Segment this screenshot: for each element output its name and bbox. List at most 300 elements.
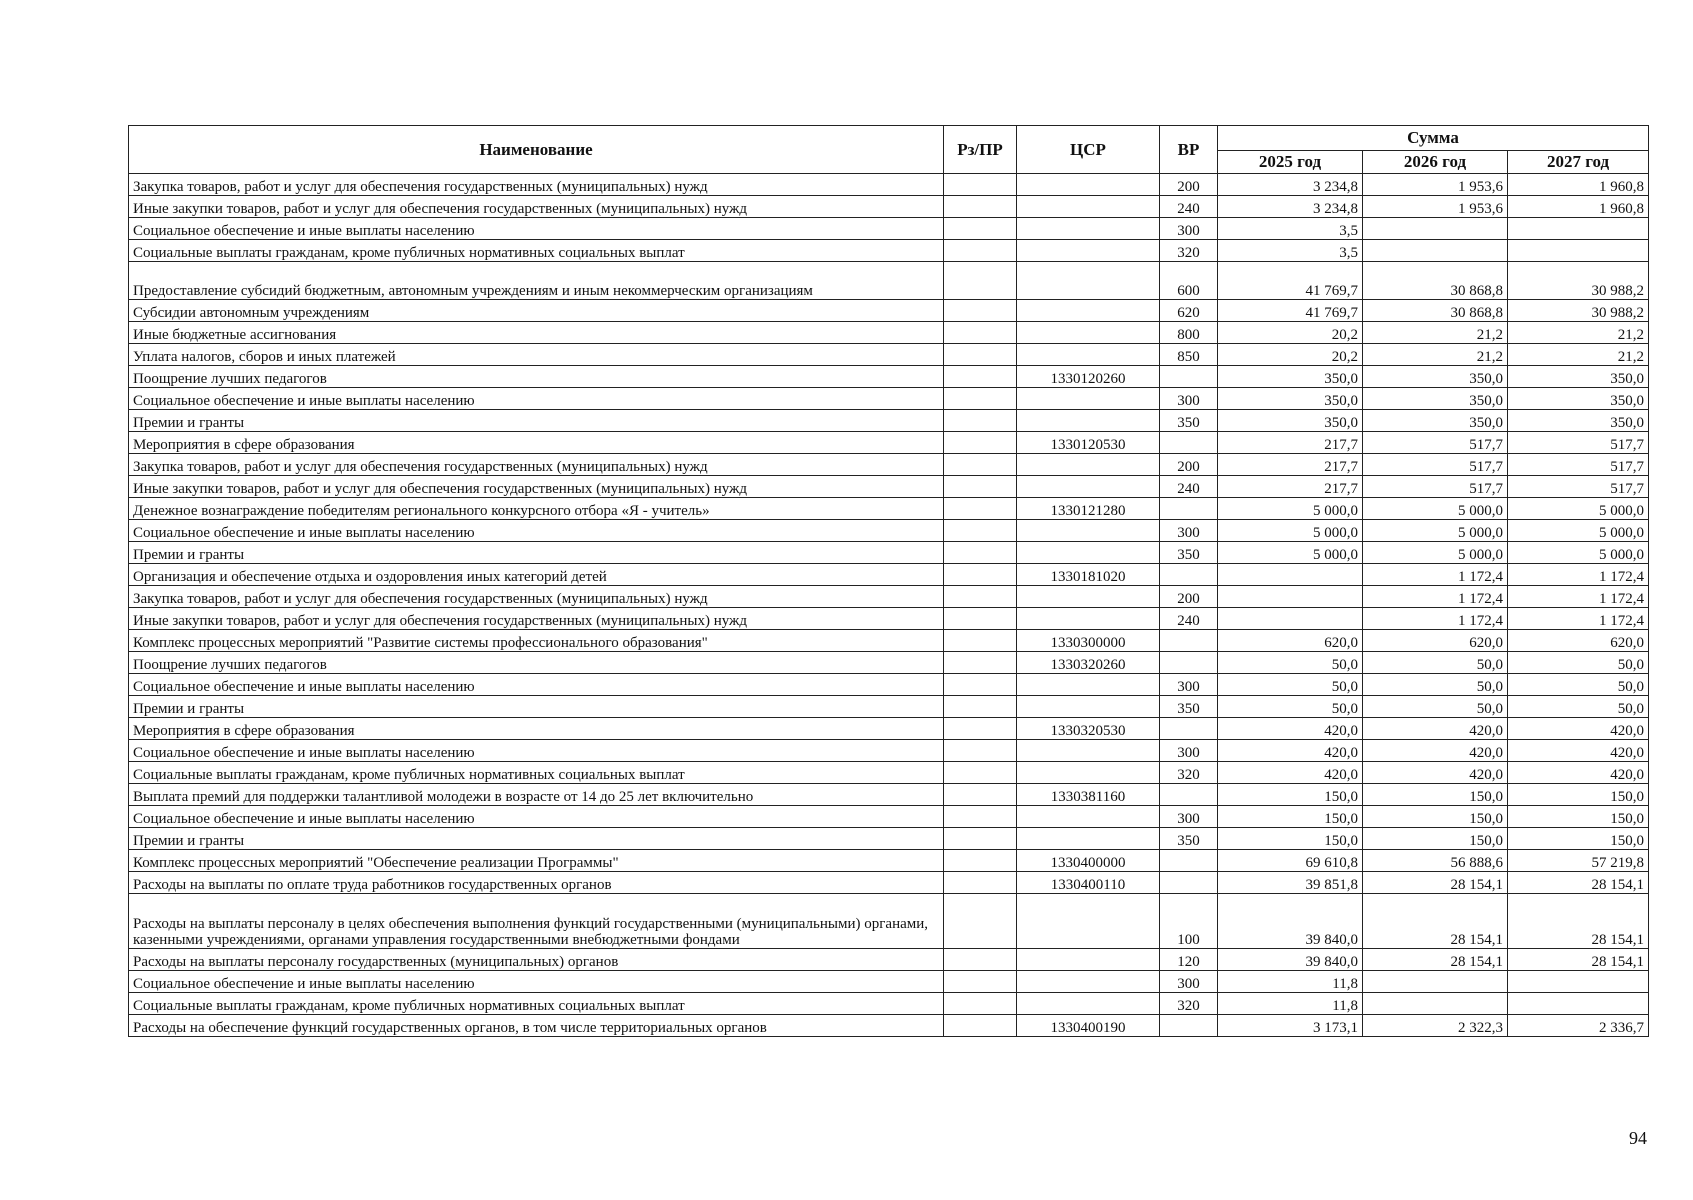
cell-rzpr (944, 454, 1017, 476)
cell-rzpr (944, 894, 1017, 949)
header-rzpr: Рз/ПР (944, 126, 1017, 174)
cell-csr (1017, 344, 1160, 366)
cell-vr (1160, 718, 1218, 740)
cell-vr: 240 (1160, 196, 1218, 218)
cell-2027: 5 000,0 (1508, 498, 1649, 520)
cell-2027: 1 172,4 (1508, 608, 1649, 630)
cell-vr (1160, 652, 1218, 674)
cell-2026: 420,0 (1363, 762, 1508, 784)
header-sum: Сумма (1218, 126, 1649, 151)
cell-rzpr (944, 476, 1017, 498)
cell-2027: 50,0 (1508, 652, 1649, 674)
cell-2027: 30 988,2 (1508, 300, 1649, 322)
cell-name: Субсидии автономным учреждениям (129, 300, 944, 322)
cell-2025: 50,0 (1218, 696, 1363, 718)
cell-csr (1017, 476, 1160, 498)
cell-2027: 30 988,2 (1508, 262, 1649, 300)
cell-2025: 150,0 (1218, 784, 1363, 806)
table-row (129, 652, 1649, 674)
cell-2025: 3 234,8 (1218, 174, 1363, 196)
table-row (129, 262, 1649, 300)
cell-2027: 150,0 (1508, 784, 1649, 806)
table-row (129, 366, 1649, 388)
cell-2027: 5 000,0 (1508, 542, 1649, 564)
cell-2026: 350,0 (1363, 410, 1508, 432)
cell-2025: 350,0 (1218, 410, 1363, 432)
cell-2026: 50,0 (1363, 652, 1508, 674)
header-vr: ВР (1160, 126, 1218, 174)
cell-name: Мероприятия в сфере образования (129, 718, 944, 740)
table-row (129, 520, 1649, 542)
cell-csr: 1330400000 (1017, 850, 1160, 872)
cell-2026: 420,0 (1363, 740, 1508, 762)
cell-rzpr (944, 196, 1017, 218)
cell-2026 (1363, 971, 1508, 993)
cell-2027: 28 154,1 (1508, 949, 1649, 971)
cell-rzpr (944, 218, 1017, 240)
cell-csr (1017, 993, 1160, 1015)
cell-rzpr (944, 652, 1017, 674)
cell-2026: 1 953,6 (1363, 174, 1508, 196)
cell-csr (1017, 218, 1160, 240)
cell-name: Премии и гранты (129, 828, 944, 850)
cell-2026 (1363, 218, 1508, 240)
table-row (129, 828, 1649, 850)
cell-name: Организация и обеспечение отдыха и оздоровления иных категорий детей (129, 564, 944, 586)
cell-2025: 217,7 (1218, 454, 1363, 476)
cell-name: Расходы на выплаты персоналу государственных (муниципальных) органов (129, 949, 944, 971)
cell-2025: 3 234,8 (1218, 196, 1363, 218)
cell-vr: 350 (1160, 828, 1218, 850)
table-row (129, 476, 1649, 498)
cell-2026: 50,0 (1363, 674, 1508, 696)
cell-name: Премии и гранты (129, 410, 944, 432)
cell-2027: 620,0 (1508, 630, 1649, 652)
cell-2026: 350,0 (1363, 388, 1508, 410)
cell-2025: 50,0 (1218, 652, 1363, 674)
table-row (129, 300, 1649, 322)
cell-2027: 5 000,0 (1508, 520, 1649, 542)
cell-2026: 150,0 (1363, 784, 1508, 806)
cell-vr: 240 (1160, 608, 1218, 630)
cell-name: Закупка товаров, работ и услуг для обеспечения государственных (муниципальных) нужд (129, 454, 944, 476)
cell-vr (1160, 784, 1218, 806)
cell-rzpr (944, 262, 1017, 300)
cell-vr: 300 (1160, 218, 1218, 240)
table-row (129, 806, 1649, 828)
cell-2025: 350,0 (1218, 366, 1363, 388)
cell-2025: 420,0 (1218, 718, 1363, 740)
header-year-2027: 2027 год (1508, 151, 1649, 174)
cell-csr: 1330120530 (1017, 432, 1160, 454)
cell-2025: 11,8 (1218, 993, 1363, 1015)
cell-vr: 300 (1160, 388, 1218, 410)
cell-csr (1017, 542, 1160, 564)
cell-csr (1017, 894, 1160, 949)
cell-2025: 20,2 (1218, 322, 1363, 344)
cell-name: Денежное вознаграждение победителям регионального конкурсного отбора «Я - учитель» (129, 498, 944, 520)
cell-2027: 517,7 (1508, 432, 1649, 454)
cell-2027: 1 960,8 (1508, 174, 1649, 196)
cell-name: Социальное обеспечение и иные выплаты населению (129, 520, 944, 542)
cell-csr (1017, 740, 1160, 762)
cell-name: Премии и гранты (129, 542, 944, 564)
cell-2027: 1 172,4 (1508, 564, 1649, 586)
cell-2025: 5 000,0 (1218, 498, 1363, 520)
table-row (129, 196, 1649, 218)
cell-2026 (1363, 240, 1508, 262)
cell-2025: 150,0 (1218, 828, 1363, 850)
budget-table (128, 125, 1649, 1037)
cell-2026: 517,7 (1363, 476, 1508, 498)
cell-csr (1017, 262, 1160, 300)
cell-name: Комплекс процессных мероприятий "Обеспечение реализации Программы" (129, 850, 944, 872)
cell-2026: 150,0 (1363, 828, 1508, 850)
cell-2025: 3 173,1 (1218, 1015, 1363, 1037)
cell-rzpr (944, 784, 1017, 806)
cell-2027 (1508, 240, 1649, 262)
cell-2026: 28 154,1 (1363, 894, 1508, 949)
cell-rzpr (944, 971, 1017, 993)
cell-2027: 350,0 (1508, 388, 1649, 410)
cell-rzpr (944, 949, 1017, 971)
cell-csr: 1330320260 (1017, 652, 1160, 674)
cell-2026: 56 888,6 (1363, 850, 1508, 872)
cell-2027: 1 960,8 (1508, 196, 1649, 218)
cell-csr (1017, 586, 1160, 608)
table-row (129, 630, 1649, 652)
cell-name: Социальные выплаты гражданам, кроме публичных нормативных социальных выплат (129, 240, 944, 262)
cell-2027: 21,2 (1508, 344, 1649, 366)
cell-vr (1160, 366, 1218, 388)
cell-name: Иные закупки товаров, работ и услуг для обеспечения государственных (муниципальных) нужд (129, 476, 944, 498)
cell-2026: 517,7 (1363, 454, 1508, 476)
cell-vr: 850 (1160, 344, 1218, 366)
cell-rzpr (944, 762, 1017, 784)
cell-2025: 420,0 (1218, 740, 1363, 762)
cell-vr: 100 (1160, 894, 1218, 949)
cell-csr: 1330400110 (1017, 872, 1160, 894)
cell-csr (1017, 608, 1160, 630)
cell-2025: 41 769,7 (1218, 300, 1363, 322)
cell-name: Поощрение лучших педагогов (129, 652, 944, 674)
cell-2026: 30 868,8 (1363, 300, 1508, 322)
cell-2027: 517,7 (1508, 476, 1649, 498)
cell-vr: 200 (1160, 586, 1218, 608)
cell-2027: 2 336,7 (1508, 1015, 1649, 1037)
cell-name: Уплата налогов, сборов и иных платежей (129, 344, 944, 366)
cell-2027: 350,0 (1508, 366, 1649, 388)
header-year-2026: 2026 год (1363, 151, 1508, 174)
header-csr: ЦСР (1017, 126, 1160, 174)
table-row (129, 894, 1649, 949)
cell-vr: 620 (1160, 300, 1218, 322)
table-row (129, 762, 1649, 784)
cell-vr: 240 (1160, 476, 1218, 498)
cell-name: Иные бюджетные ассигнования (129, 322, 944, 344)
cell-rzpr (944, 993, 1017, 1015)
cell-name: Предоставление субсидий бюджетным, автономным учреждениям и иным некоммерческим организациям (129, 262, 944, 300)
cell-rzpr (944, 240, 1017, 262)
cell-csr: 1330300000 (1017, 630, 1160, 652)
cell-2027: 28 154,1 (1508, 894, 1649, 949)
cell-2026: 350,0 (1363, 366, 1508, 388)
cell-vr: 300 (1160, 674, 1218, 696)
cell-csr (1017, 674, 1160, 696)
cell-2026: 1 172,4 (1363, 608, 1508, 630)
cell-2025: 150,0 (1218, 806, 1363, 828)
cell-2025 (1218, 608, 1363, 630)
table-row (129, 586, 1649, 608)
table-body (129, 174, 1649, 1037)
cell-csr: 1330181020 (1017, 564, 1160, 586)
cell-rzpr (944, 366, 1017, 388)
cell-rzpr (944, 1015, 1017, 1037)
cell-vr: 200 (1160, 174, 1218, 196)
cell-rzpr (944, 322, 1017, 344)
cell-2025: 217,7 (1218, 432, 1363, 454)
cell-rzpr (944, 740, 1017, 762)
table-row (129, 740, 1649, 762)
cell-2027: 150,0 (1508, 806, 1649, 828)
cell-rzpr (944, 850, 1017, 872)
cell-rzpr (944, 410, 1017, 432)
cell-2027: 50,0 (1508, 696, 1649, 718)
cell-csr (1017, 762, 1160, 784)
cell-name: Социальное обеспечение и иные выплаты населению (129, 740, 944, 762)
cell-2026: 28 154,1 (1363, 872, 1508, 894)
cell-2026: 30 868,8 (1363, 262, 1508, 300)
cell-2026: 1 953,6 (1363, 196, 1508, 218)
header-year-2025: 2025 год (1218, 151, 1363, 174)
page-number: 94 (1629, 1128, 1647, 1148)
cell-rzpr (944, 586, 1017, 608)
cell-2026: 28 154,1 (1363, 949, 1508, 971)
table-row (129, 872, 1649, 894)
cell-2025: 69 610,8 (1218, 850, 1363, 872)
cell-2025: 39 851,8 (1218, 872, 1363, 894)
cell-rzpr (944, 630, 1017, 652)
cell-2027: 420,0 (1508, 762, 1649, 784)
cell-2027: 21,2 (1508, 322, 1649, 344)
cell-name: Социальное обеспечение и иные выплаты населению (129, 218, 944, 240)
cell-2026: 5 000,0 (1363, 520, 1508, 542)
cell-2026: 21,2 (1363, 322, 1508, 344)
cell-rzpr (944, 498, 1017, 520)
cell-csr: 1330381160 (1017, 784, 1160, 806)
table-row (129, 949, 1649, 971)
cell-2025: 41 769,7 (1218, 262, 1363, 300)
cell-csr (1017, 828, 1160, 850)
cell-name: Социальное обеспечение и иные выплаты населению (129, 674, 944, 696)
cell-rzpr (944, 174, 1017, 196)
cell-2026: 21,2 (1363, 344, 1508, 366)
cell-2026: 517,7 (1363, 432, 1508, 454)
header-name: Наименование (129, 126, 944, 174)
cell-rzpr (944, 564, 1017, 586)
table-row (129, 1015, 1649, 1037)
cell-2025 (1218, 586, 1363, 608)
cell-2026 (1363, 993, 1508, 1015)
cell-2026: 1 172,4 (1363, 586, 1508, 608)
cell-2026: 5 000,0 (1363, 542, 1508, 564)
table-row (129, 432, 1649, 454)
cell-2025 (1218, 564, 1363, 586)
cell-2025: 3,5 (1218, 240, 1363, 262)
cell-vr: 320 (1160, 993, 1218, 1015)
cell-csr (1017, 949, 1160, 971)
cell-rzpr (944, 718, 1017, 740)
cell-vr: 120 (1160, 949, 1218, 971)
cell-rzpr (944, 696, 1017, 718)
cell-csr (1017, 696, 1160, 718)
table-row (129, 718, 1649, 740)
cell-rzpr (944, 806, 1017, 828)
table-row (129, 696, 1649, 718)
cell-name: Иные закупки товаров, работ и услуг для обеспечения государственных (муниципальных) нужд (129, 608, 944, 630)
cell-name: Мероприятия в сфере образования (129, 432, 944, 454)
cell-csr (1017, 196, 1160, 218)
cell-name: Закупка товаров, работ и услуг для обеспечения государственных (муниципальных) нужд (129, 174, 944, 196)
cell-2025: 420,0 (1218, 762, 1363, 784)
cell-csr (1017, 806, 1160, 828)
cell-2025: 39 840,0 (1218, 949, 1363, 971)
cell-rzpr (944, 542, 1017, 564)
cell-rzpr (944, 674, 1017, 696)
cell-2025: 5 000,0 (1218, 542, 1363, 564)
cell-name: Поощрение лучших педагогов (129, 366, 944, 388)
cell-vr: 300 (1160, 520, 1218, 542)
cell-csr (1017, 410, 1160, 432)
table-row (129, 498, 1649, 520)
cell-2025: 217,7 (1218, 476, 1363, 498)
cell-2025: 20,2 (1218, 344, 1363, 366)
cell-vr (1160, 630, 1218, 652)
table-row (129, 410, 1649, 432)
cell-csr: 1330320530 (1017, 718, 1160, 740)
cell-vr: 200 (1160, 454, 1218, 476)
cell-vr: 350 (1160, 410, 1218, 432)
cell-rzpr (944, 344, 1017, 366)
cell-name: Иные закупки товаров, работ и услуг для обеспечения государственных (муниципальных) нужд (129, 196, 944, 218)
cell-csr (1017, 300, 1160, 322)
table-row (129, 344, 1649, 366)
cell-name: Комплекс процессных мероприятий "Развитие системы профессионального образования" (129, 630, 944, 652)
cell-name: Социальные выплаты гражданам, кроме публичных нормативных социальных выплат (129, 762, 944, 784)
cell-name: Расходы на обеспечение функций государственных органов, в том числе территориальных органов (129, 1015, 944, 1037)
table-row (129, 454, 1649, 476)
cell-vr (1160, 850, 1218, 872)
cell-2025: 3,5 (1218, 218, 1363, 240)
cell-rzpr (944, 828, 1017, 850)
cell-vr (1160, 872, 1218, 894)
cell-2027 (1508, 993, 1649, 1015)
cell-vr: 320 (1160, 240, 1218, 262)
cell-2025: 620,0 (1218, 630, 1363, 652)
table-row (129, 240, 1649, 262)
table-row (129, 993, 1649, 1015)
cell-csr (1017, 322, 1160, 344)
cell-2025: 39 840,0 (1218, 894, 1363, 949)
cell-rzpr (944, 388, 1017, 410)
cell-2027: 50,0 (1508, 674, 1649, 696)
cell-name: Выплата премий для поддержки талантливой молодежи в возрасте от 14 до 25 лет включительно (129, 784, 944, 806)
table-row (129, 850, 1649, 872)
cell-2026: 420,0 (1363, 718, 1508, 740)
cell-2026: 150,0 (1363, 806, 1508, 828)
cell-name: Премии и гранты (129, 696, 944, 718)
table-row (129, 174, 1649, 196)
table-row (129, 564, 1649, 586)
cell-2025: 50,0 (1218, 674, 1363, 696)
cell-2026: 5 000,0 (1363, 498, 1508, 520)
cell-2026: 1 172,4 (1363, 564, 1508, 586)
cell-name: Социальное обеспечение и иные выплаты населению (129, 971, 944, 993)
cell-vr: 350 (1160, 542, 1218, 564)
cell-vr: 320 (1160, 762, 1218, 784)
cell-2026: 2 322,3 (1363, 1015, 1508, 1037)
table-row (129, 608, 1649, 630)
cell-name: Социальные выплаты гражданам, кроме публичных нормативных социальных выплат (129, 993, 944, 1015)
cell-name: Расходы на выплаты по оплате труда работников государственных органов (129, 872, 944, 894)
cell-vr: 300 (1160, 806, 1218, 828)
cell-vr: 600 (1160, 262, 1218, 300)
cell-2025: 5 000,0 (1218, 520, 1363, 542)
cell-vr: 300 (1160, 971, 1218, 993)
cell-2027: 57 219,8 (1508, 850, 1649, 872)
cell-2025: 11,8 (1218, 971, 1363, 993)
cell-name: Расходы на выплаты персоналу в целях обеспечения выполнения функций государственными (муниципальными) органами, казенными учреждениями, органами управления государственными внебюджетными фондами (129, 894, 944, 949)
cell-vr: 300 (1160, 740, 1218, 762)
cell-csr (1017, 971, 1160, 993)
cell-vr (1160, 564, 1218, 586)
cell-2025: 350,0 (1218, 388, 1363, 410)
cell-2026: 50,0 (1363, 696, 1508, 718)
cell-vr (1160, 1015, 1218, 1037)
cell-2027: 350,0 (1508, 410, 1649, 432)
cell-vr (1160, 498, 1218, 520)
cell-2027: 420,0 (1508, 740, 1649, 762)
cell-name: Социальное обеспечение и иные выплаты населению (129, 388, 944, 410)
cell-csr: 1330121280 (1017, 498, 1160, 520)
cell-2027: 420,0 (1508, 718, 1649, 740)
cell-2027: 517,7 (1508, 454, 1649, 476)
cell-rzpr (944, 432, 1017, 454)
cell-csr (1017, 388, 1160, 410)
cell-rzpr (944, 608, 1017, 630)
cell-csr: 1330120260 (1017, 366, 1160, 388)
cell-2027: 150,0 (1508, 828, 1649, 850)
cell-2027 (1508, 218, 1649, 240)
table-row (129, 218, 1649, 240)
table-row (129, 542, 1649, 564)
cell-csr: 1330400190 (1017, 1015, 1160, 1037)
cell-2027 (1508, 971, 1649, 993)
table-row (129, 322, 1649, 344)
cell-csr (1017, 240, 1160, 262)
cell-vr (1160, 432, 1218, 454)
cell-vr: 800 (1160, 322, 1218, 344)
cell-csr (1017, 520, 1160, 542)
table-row (129, 784, 1649, 806)
table-row (129, 971, 1649, 993)
cell-rzpr (944, 872, 1017, 894)
cell-rzpr (944, 520, 1017, 542)
cell-name: Закупка товаров, работ и услуг для обеспечения государственных (муниципальных) нужд (129, 586, 944, 608)
cell-vr: 350 (1160, 696, 1218, 718)
cell-name: Социальное обеспечение и иные выплаты населению (129, 806, 944, 828)
cell-2026: 620,0 (1363, 630, 1508, 652)
